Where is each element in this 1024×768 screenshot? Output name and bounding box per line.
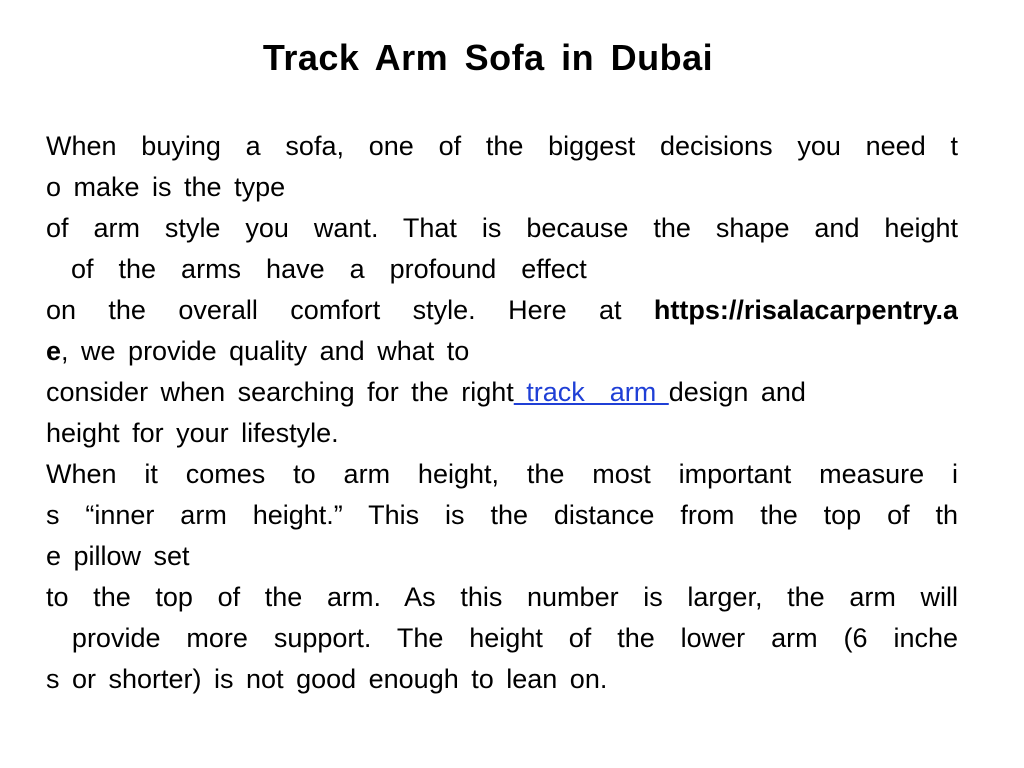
text-line-7 [46, 372, 958, 413]
track-arm-link[interactable]: track arm [513, 377, 669, 407]
text-line-13: provide more support. The height of the lower arm (6 inche [46, 623, 958, 653]
text-line-4: of the arms have a profound effect [46, 254, 587, 284]
text-line-2: o make is the type [46, 172, 286, 202]
website-url-part2: e [46, 336, 62, 366]
text-line-7-suffix: design and [668, 377, 806, 407]
text-line-6 [46, 331, 958, 372]
text-line-8: height for your lifestyle. [46, 418, 339, 448]
text-line-12: to the top of the arm. As this number is larger, the arm will [46, 582, 958, 612]
text-line-9: When it comes to arm height, the most important measure i [46, 459, 958, 489]
text-line-14: s or shorter) is not good enough to lean on. [46, 664, 608, 694]
text-line-10: s “inner arm height.” This is the distance from the top of th [46, 500, 958, 530]
text-line-7-prefix: consider when searching for the right [46, 377, 514, 407]
article-body [46, 126, 958, 700]
website-url-part1: https://risalacarpentry.a [653, 295, 958, 325]
page-title: Track Arm Sofa in Dubai [262, 37, 714, 78]
text-line-6-suffix: , we provide quality and what to [61, 336, 470, 366]
text-line-1: When buying a sofa, one of the biggest decisions you need t [46, 131, 958, 161]
text-line-11: e pillow set [46, 541, 190, 571]
text-line-5 [46, 290, 958, 331]
text-line-5-prefix: on the overall comfort style. Here at [46, 295, 622, 325]
text-line-3: of arm style you want. That is because the shape and height [46, 213, 958, 243]
